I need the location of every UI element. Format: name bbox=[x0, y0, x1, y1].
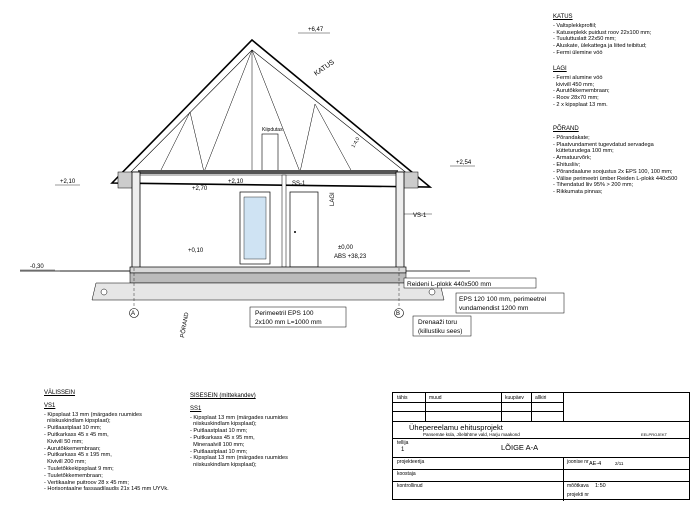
level-eave-right: +2,54 bbox=[456, 160, 472, 166]
wall-left bbox=[132, 172, 140, 268]
svg-text:(killustiku sees): (killustiku sees) bbox=[418, 328, 463, 335]
callout-foundation bbox=[404, 278, 536, 288]
label-roof: KATUS bbox=[313, 58, 336, 78]
axis-a: A bbox=[131, 311, 136, 317]
tb-stage: EELPROJEKT bbox=[641, 432, 668, 437]
spec-item: - Välise perimeetri ümber Reiden L-plokk 440x500 bbox=[553, 175, 678, 182]
level-ridge: +6,47 bbox=[308, 27, 324, 33]
tb-sheet-no: AE-4 bbox=[589, 461, 602, 467]
spec-valissein-items bbox=[44, 412, 194, 494]
spec-item: - Roov 28x70 mm; bbox=[553, 95, 599, 102]
spec-item: Kivivill 50 mm; bbox=[44, 438, 83, 445]
axis-b: B bbox=[396, 311, 401, 317]
spec-item: - Puitkarkass 45 x 45 mm, bbox=[44, 431, 109, 438]
label-floor: PÕRAND bbox=[180, 312, 191, 339]
svg-text:Perimeetril EPS 100: Perimeetril EPS 100 bbox=[255, 310, 314, 317]
spec-item: - Tuuletõkkekipsplaat 9 mm; bbox=[44, 465, 114, 472]
spec-porand-title: PÕRAND bbox=[553, 126, 579, 132]
label-ceiling: LAGI bbox=[330, 192, 336, 206]
level-ceiling: +2,70 bbox=[192, 186, 208, 192]
level-floor-outer: +0,10 bbox=[188, 248, 204, 254]
spec-item: kivivill 450 mm; bbox=[553, 81, 595, 88]
spec-item: niiskuskindlam kipsplaat); bbox=[190, 421, 257, 428]
tb-label-projekteerija: projekteerija bbox=[397, 459, 425, 465]
spec-item: - Aurutõkkemembraan; bbox=[44, 445, 101, 452]
spec-item: - Plaatvundament tugevdatud servadega bbox=[553, 141, 654, 148]
label-wall-vs: VS-1 bbox=[413, 213, 427, 219]
floor-slab bbox=[130, 267, 406, 273]
spec-item: - Aurutõkkemembraan; bbox=[553, 88, 610, 95]
spec-item: - Katuseplekk puidust roov 22x100 mm; bbox=[553, 29, 652, 36]
tb-label-motkava: mõõtkava bbox=[567, 483, 589, 489]
spec-item: - Horisontaalne fassaadilaudis 21x 145 mm UYVk. bbox=[44, 486, 169, 493]
label-slope: 1:4,0 bbox=[350, 136, 362, 149]
wall-right bbox=[396, 172, 404, 268]
spec-katus-title: KATUS bbox=[553, 14, 573, 20]
tb-label-koostaja: koostaja bbox=[397, 471, 416, 477]
spec-katus-items bbox=[553, 23, 693, 57]
spec-valissein-header: VÄLISSEIN bbox=[44, 390, 76, 396]
spec-item: - Ehitusliiv; bbox=[553, 161, 581, 168]
spec-sisesein-items bbox=[190, 415, 340, 469]
spec-item: - Puitlaastplaat 10 mm; bbox=[190, 448, 248, 455]
spec-item: - Puitlaastplaat 10 mm; bbox=[44, 425, 102, 432]
drain-left bbox=[101, 289, 107, 295]
svg-text:vundamendist 1200 mm: vundamendist 1200 mm bbox=[459, 305, 529, 312]
spec-item: - Põrandakate; bbox=[553, 134, 590, 141]
roof bbox=[112, 40, 430, 187]
inner-wall bbox=[282, 175, 286, 267]
spec-item: - 2 x kipsplaat 13 mm. bbox=[553, 101, 608, 108]
door bbox=[290, 192, 318, 267]
svg-text:Reideni L-plokk 440x500 mm: Reideni L-plokk 440x500 mm bbox=[407, 281, 492, 288]
spec-item: - Fermi alumine vöö bbox=[553, 74, 603, 81]
spec-item: kütteturudega 100 mm; bbox=[553, 148, 614, 155]
spec-valissein-title: VS1 bbox=[44, 402, 56, 409]
title-block bbox=[392, 392, 690, 500]
spec-sisesein bbox=[190, 393, 340, 469]
svg-text:2x100 mm L=1000 mm: 2x100 mm L=1000 mm bbox=[255, 319, 322, 326]
level-ceiling-inner: +2,10 bbox=[228, 179, 244, 185]
gravel bbox=[92, 283, 444, 300]
spec-item: - Rikkumata pinnas; bbox=[553, 189, 603, 196]
spec-item: - Fermi ülemine vöö bbox=[553, 49, 603, 56]
spec-item: - Tuuletõkkemembraan; bbox=[44, 472, 103, 479]
level-abs: ABS +38,23 bbox=[334, 254, 367, 260]
spec-item: - Kipsplaat 13 mm (märgades ruumides bbox=[190, 455, 288, 462]
spec-item: - Puitkarkass 45 x 95 mm, bbox=[190, 434, 255, 441]
spec-porand-items bbox=[553, 135, 698, 196]
spec-item: Mineraalvill 100 mm; bbox=[190, 441, 245, 448]
spec-item: - Tihendatud liiv 95% > 200 mm; bbox=[553, 182, 634, 189]
spec-item: - Valtsplekkprofiil; bbox=[553, 22, 597, 29]
spec-item: - Kipsplaat 13 mm (märgades ruumides bbox=[190, 414, 288, 421]
spec-item: - Aluskate, ülekattega ja liited teibitud; bbox=[553, 43, 647, 50]
tb-label-projekti-nr: projekti nr bbox=[567, 492, 589, 498]
spec-item: - Põrandaalune soojustus 2x EPS 100, 100 mm; bbox=[553, 168, 673, 175]
ceiling-insulation bbox=[138, 170, 398, 174]
tb-col-0: tähis bbox=[397, 395, 408, 401]
tb-order-no: 1 bbox=[401, 447, 405, 453]
callout-eps-100 bbox=[250, 307, 346, 327]
spec-valissein bbox=[44, 390, 194, 493]
spec-item: - Armatuurvõrk; bbox=[553, 155, 592, 162]
tb-label-kontrollinud: kontrollinud bbox=[397, 483, 423, 489]
spec-lagi-title: LAGI bbox=[553, 66, 567, 72]
spec-porand bbox=[553, 126, 698, 196]
svg-text:Drenaaži toru: Drenaaži toru bbox=[418, 319, 458, 326]
spec-sisesein-title: SS1 bbox=[190, 405, 202, 412]
spec-item: - Kipsplaat 13 mm (märgades ruumides bbox=[44, 411, 142, 418]
tb-col-2: kuupäev bbox=[505, 395, 524, 401]
tb-proj-no: 2/11 bbox=[615, 461, 624, 466]
callout-eps-perimeter bbox=[456, 293, 564, 313]
spec-sisesein-header: SISESEIN (mittekandev) bbox=[190, 393, 256, 399]
spec-item: - Tuuluttuslatt 22x50 mm; bbox=[553, 36, 616, 43]
tb-sheet-title: LÕIGE A-A bbox=[501, 443, 539, 452]
spec-lagi bbox=[553, 66, 693, 109]
drain-right bbox=[429, 289, 435, 295]
spec-item: - Puitkarkass 45 x 195 mm, bbox=[44, 452, 112, 459]
level-ground: -0,30 bbox=[30, 264, 44, 270]
chimney bbox=[262, 134, 278, 172]
label-chimney: Kiipdutas bbox=[262, 127, 283, 133]
level-zero: ±0,00 bbox=[338, 245, 353, 251]
foundation bbox=[130, 273, 406, 283]
truss bbox=[138, 50, 398, 172]
tb-scale: 1:50 bbox=[595, 483, 606, 489]
tb-label-joonise-nr: joonise nr bbox=[567, 459, 589, 465]
callout-drain bbox=[413, 316, 471, 336]
tb-address: Pansemäe küla, Jõelähtme vald, Harju maakond bbox=[423, 432, 520, 437]
spec-item: Kivivill 200 mm; bbox=[44, 459, 86, 466]
label-wall-ss: SS-1 bbox=[292, 181, 306, 187]
spec-item: niiskuskindlam kipsplaat); bbox=[190, 462, 257, 469]
tb-col-3: allkiri bbox=[535, 395, 547, 401]
spec-item: - Vertikaalne puitroov 28 x 45 mm; bbox=[44, 479, 129, 486]
tb-project: Ühepereelamu ehitusprojekt bbox=[409, 423, 503, 432]
tb-label-tellija: tellija bbox=[397, 440, 409, 446]
level-eave-left: +2,10 bbox=[60, 179, 76, 185]
svg-text:EPS 120 100 mm, perimeetrel: EPS 120 100 mm, perimeetrel bbox=[459, 296, 547, 303]
spec-katus bbox=[553, 14, 693, 57]
tb-col-1: muud bbox=[429, 395, 442, 401]
spec-lagi-items bbox=[553, 75, 693, 109]
spec-item: - Puitlaastplaat 10 mm; bbox=[190, 428, 248, 435]
spec-item: niiskuskindlam kipsplaat); bbox=[44, 418, 111, 425]
